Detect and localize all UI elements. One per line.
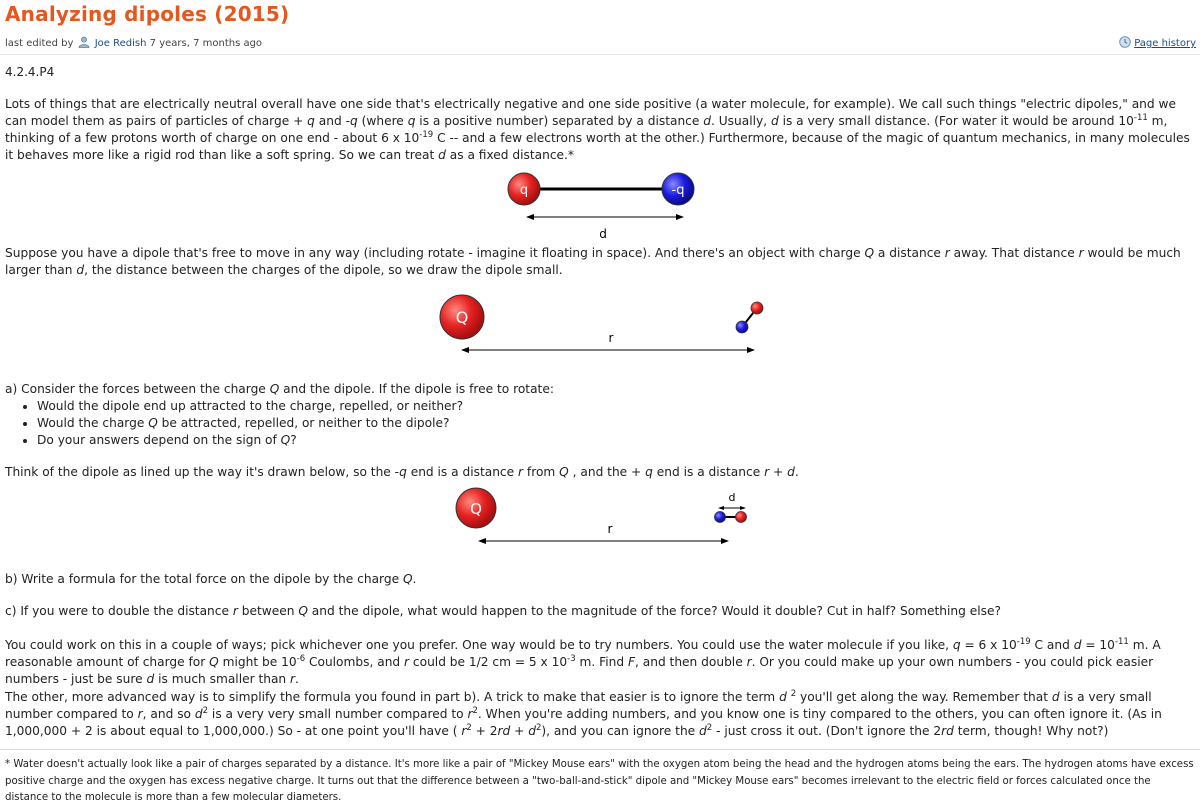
small-dipole-negative (715, 512, 726, 523)
arrowhead-left (718, 506, 724, 510)
list-item: • Would the dipole end up attracted to the charge, repelled, or neither? (37, 398, 805, 415)
footnote-divider (0, 749, 1200, 750)
numbers-approach-paragraph: You could work on this in a couple of ways; pick whichever one you prefer. One way would be to try numbers. You could use the water molecule if you like, q = 6 x $10^{-19}$ C and $d = 10^{-11}$ m. A reasonable amount of charge for Q might be $10^{-6}$ Coulombs, and r could be 1/2 cm = 5 x $10^{-3}$ m. Find F, and then double r. Or you could make up your own numbers - you could pick easier numbers - just be sure d is much smaller than r. (5, 637, 1161, 686)
footnote: * Water doesn't actually look like a pair of charges separated by a distance. It's more like a pair of "Mickey Mouse ears" with the oxygen atom being the head and the hydrogen atoms being the ears. The hydrogen atoms have excess positive charge and the oxygen has excess negative charge. It turns out that the difference between a "two-ball-and-stick" dipole and "Mickey Mouse ears" becomes irrelevant to the electric field or forces calculated once the distance to the molecule is more than a few molecular diameters. (5, 759, 1194, 803)
arrowhead-left (461, 347, 469, 353)
arrowhead-right (747, 347, 755, 353)
think-paragraph: Think of the dipole as lined up the way it's drawn below, so the -q end is a distance r from Q , and the + q end is a distance r + d. (5, 465, 799, 479)
part-a-list (5, 398, 805, 449)
small-dipole-negative (736, 321, 748, 333)
small-dipole-positive (736, 512, 747, 523)
arrowhead-right (721, 538, 729, 544)
dipole-figure (0, 172, 1200, 244)
part-a (5, 381, 805, 449)
simplify-approach-paragraph: The other, more advanced way is to simplify the formula you found in part b). A trick to make that easier is to ignore the term d $^2$ you'll get along the way. Remember that d is a very small number compared to r, and so $d^2$ is a very very small number compared to $r^2$. When you're adding numbers, and you know one is tiny compared to the others, you can often ignore it. (As in 1,000,000 + 2 is about equal to 1,000,000.) So - at one point you'll have ( $r^2 + 2rd + d^2$), and you can ignore the $d^2$ - just cross it out. (Don't ignore the 2rd term, though! Why not?) (5, 689, 1162, 738)
positive-charge-label: q (519, 183, 529, 198)
problem-code: 4.2.4.P4 (5, 65, 55, 79)
r-distance-label: r (608, 331, 614, 345)
d-label: d (728, 491, 736, 504)
charge-q-label: Q (455, 308, 469, 327)
editor-link[interactable]: Joe Redish (94, 38, 147, 49)
charge-q-label: Q (470, 500, 482, 518)
aligned-dipole-figure (0, 488, 1200, 548)
edit-info (5, 36, 262, 51)
list-item: • Would the charge Q be attracted, repelled, or neither to the dipole? (37, 415, 805, 432)
suppose-paragraph: Suppose you have a dipole that's free to move in any way (including rotate - imagine it floating in space). And there's an object with charge Q a distance r away. That distance r would be much larger than d, the distance between the charges of the dipole, so we draw the dipole small. (5, 246, 1181, 277)
header-divider (0, 54, 1200, 55)
arrowhead-left (478, 538, 486, 544)
clock-icon (1119, 36, 1131, 48)
charge-dipole-figure (0, 290, 1200, 360)
r-distance-label: r (607, 522, 613, 536)
user-icon (78, 36, 90, 48)
page-history-link[interactable] (1119, 36, 1196, 51)
part-a-question: a) Consider the forces between the charge Q and the dipole. If the dipole is free to rotate: (5, 382, 554, 396)
page-history-label: Page history (1134, 38, 1196, 49)
list-item: • Do your answers depend on the sign of Q? (37, 432, 805, 449)
page-title: Analyzing dipoles (2015) (5, 2, 290, 26)
negative-charge-label: -q (671, 183, 685, 198)
edited-prefix: last edited by (5, 38, 74, 49)
small-dipole-positive (751, 302, 763, 314)
arrowhead-right (676, 214, 684, 220)
arrowhead-right (740, 506, 746, 510)
part-c-question: c) If you were to double the distance r between Q and the dipole, what would happen to the magnitude of the force? Would it double? Cut in half? Something else? (5, 604, 1001, 618)
intro-paragraph: Lots of things that are electrically neutral overall have one side that's electrically negative and one side positive (a water molecule, for example). We call such things "electric dipoles," and we can model them as pairs of particles of charge + q and -q (where q is a positive number) separated by a distance d. Usually, d is a very small distance. (For water it would be around $10^{-11}$ m, thinking of a few protons worth of charge on one end - about 6 x $10^{-19}$ C -- and a few electrons worth at the other.) Furthermore, because of the magic of quantum mechanics, in many molecules it behaves more like a rigid rod than like a soft spring. So we can treat d as a fixed distance.* (5, 97, 1190, 162)
part-b-question: b) Write a formula for the total force on the dipole by the charge Q. (5, 572, 417, 586)
distance-label: d (599, 227, 607, 241)
arrowhead-left (526, 214, 534, 220)
edited-when: 7 years, 7 months ago (149, 38, 263, 49)
